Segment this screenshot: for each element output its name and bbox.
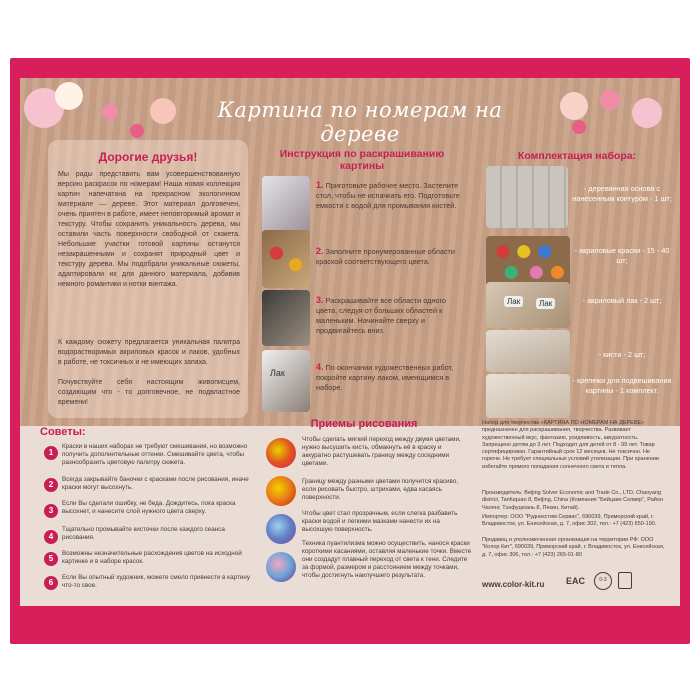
- kit-item: - крепежи для подвешивания картины - 1 комплект.: [572, 376, 672, 395]
- tip-number: 4: [44, 530, 58, 544]
- step-text: По окончании художественных работ, покройте картину лаком, имеющимся в наборе.: [316, 363, 454, 392]
- step-text: Приготовьте рабочее место. Застелите стол, чтобы не испачкать его. Подготовьте емкости с водой для промывания кистей.: [316, 181, 460, 210]
- age-restriction-icon: [594, 572, 612, 590]
- tip-text: Тщательно промывайте кисточки после каждого сеанса рисования.: [62, 526, 225, 541]
- tips-heading: Советы:: [40, 426, 86, 438]
- kit-item: - деревянная основа с нанесенным контуром - 1 шт;: [572, 184, 672, 203]
- instructions-heading: Инструкция по раскрашиванию картины: [279, 148, 445, 172]
- tip-number: 2: [44, 478, 58, 492]
- technique-text: Границу между разными цветами получится красиво, если рисовать быстро, штрихами, едва касаясь поверхности.: [302, 478, 459, 501]
- technique-text: Чтобы цвет стал прозрачным, если слегка разбавить краски водой и легкими мазками нанести их на высохшую поверхность.: [302, 510, 458, 533]
- step-number: 4.: [316, 362, 324, 372]
- kit-item: - акриловый лак - 2 шт;: [582, 296, 662, 305]
- legal-block-4: Продавец и уполномоченная организация на территории РФ: ООО "Колор Кит", 690039, Приморский край, г. Владивосток, ул. Енисейская, д. 7, офис 306, тел.: +7 (423) 265-01-80: [482, 537, 665, 558]
- kit-photo-brushes: [486, 330, 570, 372]
- flower-decoration: [130, 124, 144, 138]
- step-photo-1: [262, 176, 310, 234]
- flower-decoration: [150, 98, 176, 124]
- kit-item: - кисти - 2 шт;: [598, 350, 646, 359]
- instruction-step-2: [316, 246, 466, 267]
- eac-mark-icon: EAC: [566, 576, 586, 586]
- step-number: 3.: [316, 295, 324, 305]
- tip-text: Если Вы опытный художник, можете смело привнести в картину что-то свое.: [62, 574, 250, 589]
- tip-text: Всегда закрывайте баночки с красками после рисования, иначе краски могут высохнуть.: [62, 476, 249, 491]
- instruction-step-3: [316, 295, 466, 336]
- legal-block-2: Производитель: Beijing Solver Economic and Trade Co., LTD, Chaoyang district, Tanfuquan 8, Beijing, China (Компания "Бейцзин Солвер", Район Чаоянг, Тэнфуцюань 8, Пекин, Китай).: [482, 490, 663, 511]
- techniques-heading: Приемы рисования: [310, 418, 418, 430]
- flower-decoration: [632, 98, 662, 128]
- flower-decoration: [572, 120, 586, 134]
- intro-paragraph-1: Мы рады представить вам усовершенствованную версию раскрасок по номерам! Наша новая коллекция картин напечатана на прекрасном экологичном материале — дереве. Этот материал долговечен, очень приятен в работе, имеет неповторимый аромат и текстуру. Чтобы сохранить уникальность дерева, мы оставили часть поверхности свободной от сюжета. Небольшие участки готовой картины останутся незакрашенными и сохранят природный цвет и текстуру дерева. Мы подобрали уникальные сюжеты, адаптировали их для данного материала, добавив немного романтики и нотки винтажа.: [58, 171, 240, 288]
- technique-text: Чтобы сделать мягкий переход между двумя цветами, нужно высушить кисть, обмакнуть её в краску и аккуратно растушевать границу между соседними цветами.: [302, 436, 461, 467]
- lac-label-2: Лак: [536, 298, 555, 309]
- step-number: 1.: [316, 180, 324, 190]
- kit-photo-hangers: [486, 374, 570, 418]
- technique-text: Техника пуантилизма можно осуществить, нанося краски короткими касаниями, оставляя маленькие точки. Вместе они создадут плавный переход от света к тени. Следите за формой, размером и расстоянием между точками, чтобы достигнуть наилучшего результата.: [302, 540, 472, 579]
- trash-bin-icon: [618, 572, 632, 589]
- website-url: www.color-kit.ru: [482, 580, 545, 589]
- kit-photo-wood: [486, 166, 568, 228]
- page-title: Картина по номерам на дереве: [217, 98, 503, 146]
- instruction-step-1: [316, 180, 466, 211]
- intro-paragraph-3: Почувствуйте себя настоящим живописцем, создающим что - то долговечное, не подвластное времени!: [58, 379, 240, 406]
- age-mark: 0-3: [599, 577, 607, 583]
- step-photo-3: [262, 290, 310, 346]
- step-photo-4: [262, 350, 310, 412]
- step-number: 2.: [316, 246, 324, 256]
- technique-dots-icon: [266, 552, 296, 582]
- lac-label-1: Лак: [504, 296, 523, 307]
- tip-number: 6: [44, 576, 58, 590]
- tip-text: Возможны незначительные расхождения цветов на исходной картинке и в наборе красок.: [62, 550, 242, 565]
- step-text: Раскрашивайте все области одного цвета, следуя от больших областей к маленьким. Начинайте сверху и продвигайтесь вниз.: [316, 296, 447, 335]
- instruction-step-4: [316, 362, 466, 393]
- legal-block-1: Набор для творчества «КАРТИНА ПО НОМЕРАМ НА ДЕРЕВЕ» предназначен для раскрашивания, творчества. Развивает художественный вкус, фантазию, усидчивость, аккуратность. Запрещено детям до 3 лет. Подходит для детей от 8 - 99 лет. Товар сертифицирован. Гарантийный срок 12 месяцев. Не токсично. Не горюче. Не требует специальных условий утилизации. При хранении избегайте прямого попадания солнечного света и тепла.: [482, 420, 659, 470]
- tip-text: Краски в наших наборах не требуют смешивания, но возможно получить дополнительные оттенки. Смешивайте цвета, чтобы разнообразить цветовую палитру сюжета.: [62, 443, 248, 466]
- kit-item: - акриловые краски - 15 - 40 шт;: [574, 246, 670, 265]
- flower-decoration: [600, 90, 620, 110]
- kit-photo-paints: [486, 236, 570, 288]
- intro-heading: Дорогие друзья!: [98, 150, 198, 164]
- lac-label: Лак: [270, 368, 285, 378]
- tip-number: 5: [44, 552, 58, 566]
- kit-photo-varnish: [486, 282, 570, 328]
- flower-decoration: [560, 92, 588, 120]
- intro-paragraph-2: К каждому сюжету предлагается уникальная палитра водорастворимых акриловых красок и лаков, удобных в работе, не токсичных и не имеющих запаха.: [58, 339, 240, 366]
- technique-glaze-icon: [266, 514, 296, 544]
- step-text: Заполните пронумерованные области краской соответствующего цвета.: [316, 247, 455, 266]
- legal-block-3: Импортер: ООО "Руднекстим Сервис", 690039, Приморский край, г. Владивосток, ул. Енисейская, д. 7, офис 302, тел.: +7 (423) 650-190.: [482, 514, 657, 528]
- technique-blend-icon: [266, 438, 296, 468]
- flower-decoration: [55, 82, 83, 110]
- tip-number: 3: [44, 504, 58, 518]
- tip-number: 1: [44, 446, 58, 460]
- technique-stroke-icon: [266, 476, 296, 506]
- step-photo-2: [262, 230, 310, 288]
- tip-text: Если Вы сделали ошибку, не беда. Дождитесь, пока краска высохнет, и нанесите слой нужного цвета сверху.: [62, 500, 236, 515]
- kit-heading: Комплектация набора:: [517, 150, 637, 162]
- flower-decoration: [102, 104, 118, 120]
